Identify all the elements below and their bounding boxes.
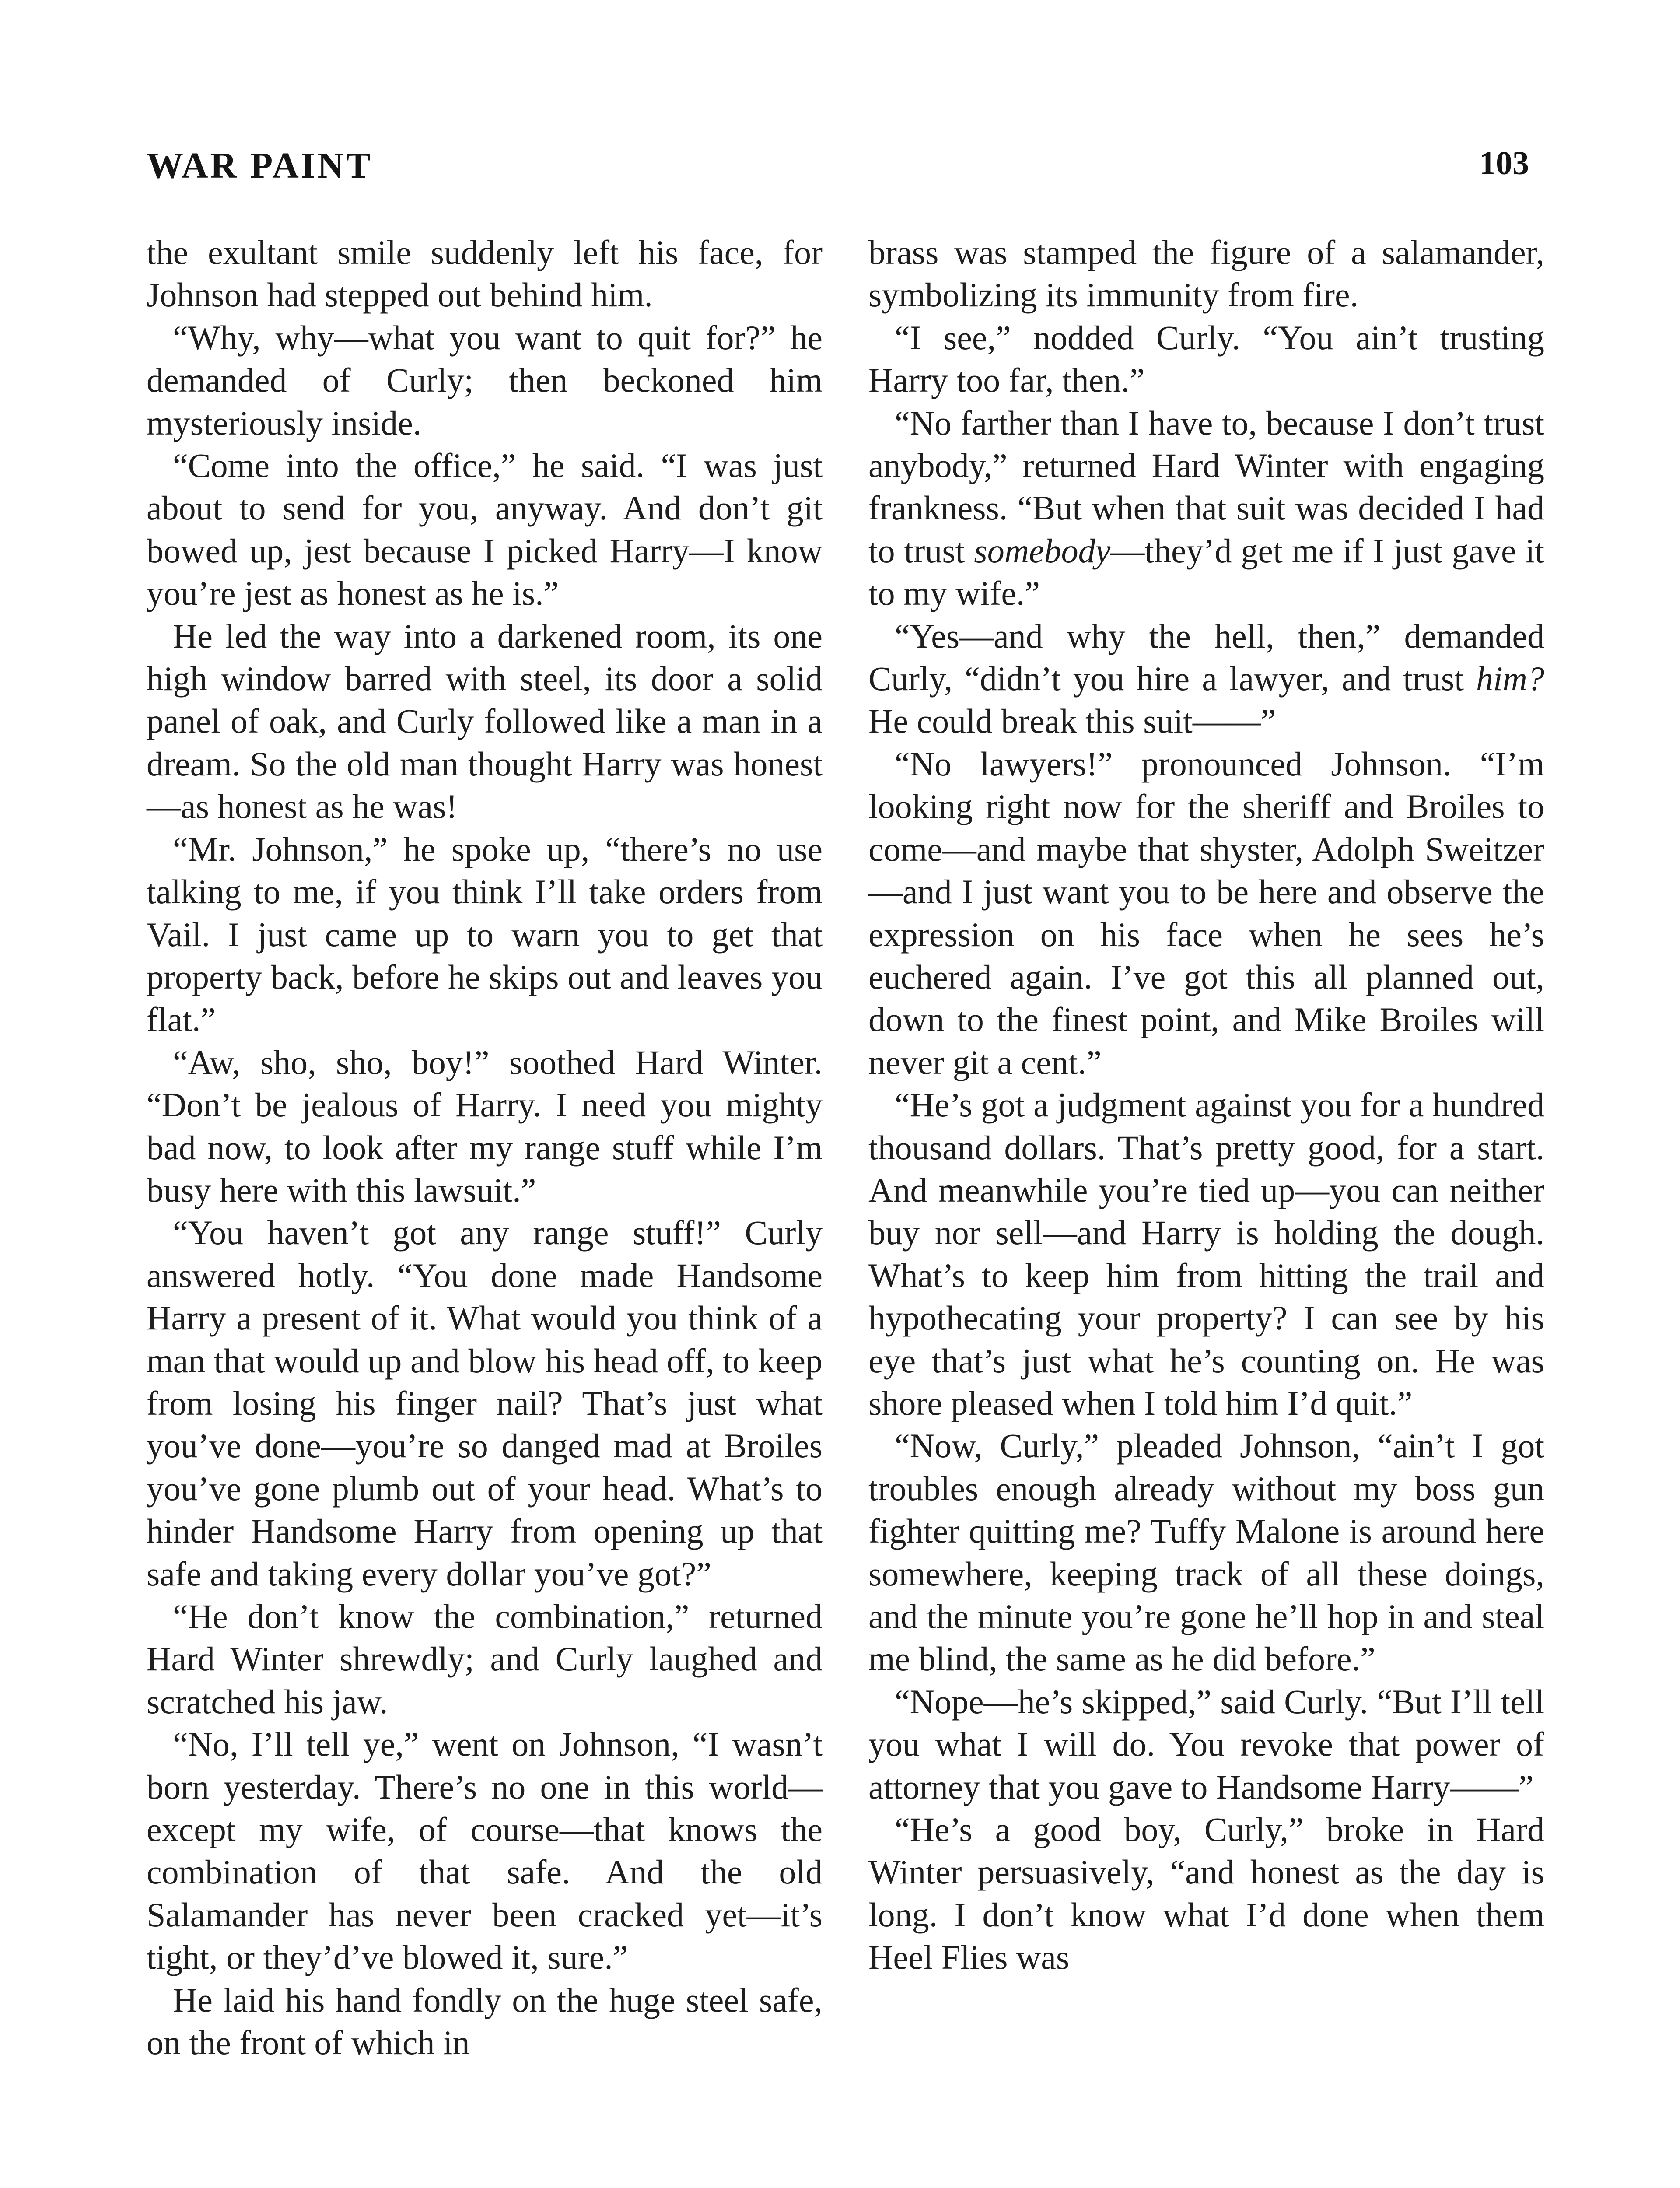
paragraph: “No, I’ll tell ye,” went on Johnson, “I wasn’t born yesterday. There’s no one in this world—except my wife, of course—that knows the combination of that safe. And the old Salamander has never been cracked yet—it’s tight, or they’d’ve blowed it, sure.” (147, 1725, 822, 1977)
page-number: 103 (1479, 145, 1529, 182)
paragraph: “He’s got a judgment against you for a hundred thousand dollars. That’s pretty good, for a start. And meanwhile you’re tied up—you can neither buy nor sell—and Harry is holding the dough. What’s to keep him from hitting the trail and hypothecating your property? I can see by his eye that’s just what he’s counting on. He was shore pleased when I told him I’d quit.” (868, 1086, 1544, 1422)
paragraph (868, 402, 1544, 615)
right-column (868, 231, 1544, 1979)
page-header (147, 144, 1529, 201)
paragraph: brass was stamped the figure of a salamander, symbolizing its immunity from fire. (868, 233, 1544, 314)
paragraph: “You haven’t got any range stuff!” Curly answered hotly. “You done made Handsome Harry a present of it. What would you think of a man that would up and blow his head off, to keep from losing his finger nail? That’s just what you’ve done—you’re so danged mad at Broiles you’ve gone plumb out of your head. What’s to hinder Handsome Harry from opening up that safe and taking every dollar you’ve got?” (147, 1213, 822, 1593)
text-run: “Yes—and why the hell, then,” demanded Curly, “didn’t you hire a lawyer, and trust (868, 617, 1544, 698)
paragraph: “No lawyers!” pronounced Johnson. “I’m looking right now for the sheriff and Broiles to come—and maybe that shyster, Adolph Sweitzer—and I just want you to be here and observe the expression on his face when he sees he’s euchered again. I’ve got this all planned out, down to the finest point, and Mike Broiles will never git a cent.” (868, 744, 1544, 1081)
paragraph: “Now, Curly,” pleaded Johnson, “ain’t I got troubles enough already without my boss gun fighter quitting me? Tuffy Malone is around here somewhere, keeping track of all these doings, and the minute you’re gone he’ll hop in and steal me blind, the same as he did before.” (868, 1427, 1544, 1678)
paragraph: “Come into the office,” he said. “I was just about to send for you, anyway. And don’t git bowed up, jest because I picked Harry—I know you’re jest as honest as he is.” (147, 446, 822, 613)
paragraph: “I see,” nodded Curly. “You ain’t trusting Harry too far, then.” (868, 318, 1544, 400)
running-head: WAR PAINT (147, 145, 373, 186)
text-run: He could break this suit——” (868, 702, 1276, 740)
paragraph: He led the way into a darkened room, its one high window barred with steel, its door a solid panel of oak, and Curly followed like a man in a dream. So the old man thought Harry was honest—as honest as he was! (147, 617, 822, 826)
text-run: “No farther than I have to, because I don’t trust anybody,” returned Hard Winter with engaging frankness. “But when that suit was decided I had to trust (868, 403, 1544, 570)
italic-text: somebody (974, 531, 1111, 570)
paragraph: He laid his hand fondly on the huge steel safe, on the front of which in (147, 1981, 822, 2062)
paragraph: “Aw, sho, sho, boy!” soothed Hard Winter. “Don’t be jealous of Harry. I need you mighty bad now, to look after my range stuff while I’m busy here with this lawsuit.” (147, 1043, 822, 1209)
paragraph: “He’s a good boy, Curly,” broke in Hard Winter persuasively, “and honest as the day is long. I don’t know what I’d done when them Heel Flies was (868, 1810, 1544, 1977)
paragraph: the exultant smile suddenly left his face, for Johnson had stepped out behind him. (147, 233, 822, 314)
italic-text: him? (1476, 659, 1544, 698)
paragraph: “Nope—he’s skipped,” said Curly. “But I’ll tell you what I will do. You revoke that power of attorney that you gave to Handsome Harry——” (868, 1682, 1544, 1806)
paragraph: “He don’t know the combination,” returned Hard Winter shrewdly; and Curly laughed and scratched his jaw. (147, 1597, 822, 1721)
left-column (147, 231, 822, 2064)
paragraph (868, 615, 1544, 743)
text-run: —they’d get me if I just gave it to my wife.” (868, 531, 1545, 613)
paragraph: “Mr. Johnson,” he spoke up, “there’s no use talking to me, if you think I’ll take orders from Vail. I just came up to warn you to get that property back, before he skips out and leaves you flat.” (147, 830, 822, 1039)
paragraph: “Why, why—what you want to quit for?” he demanded of Curly; then beckoned him mysteriously inside. (147, 318, 822, 442)
